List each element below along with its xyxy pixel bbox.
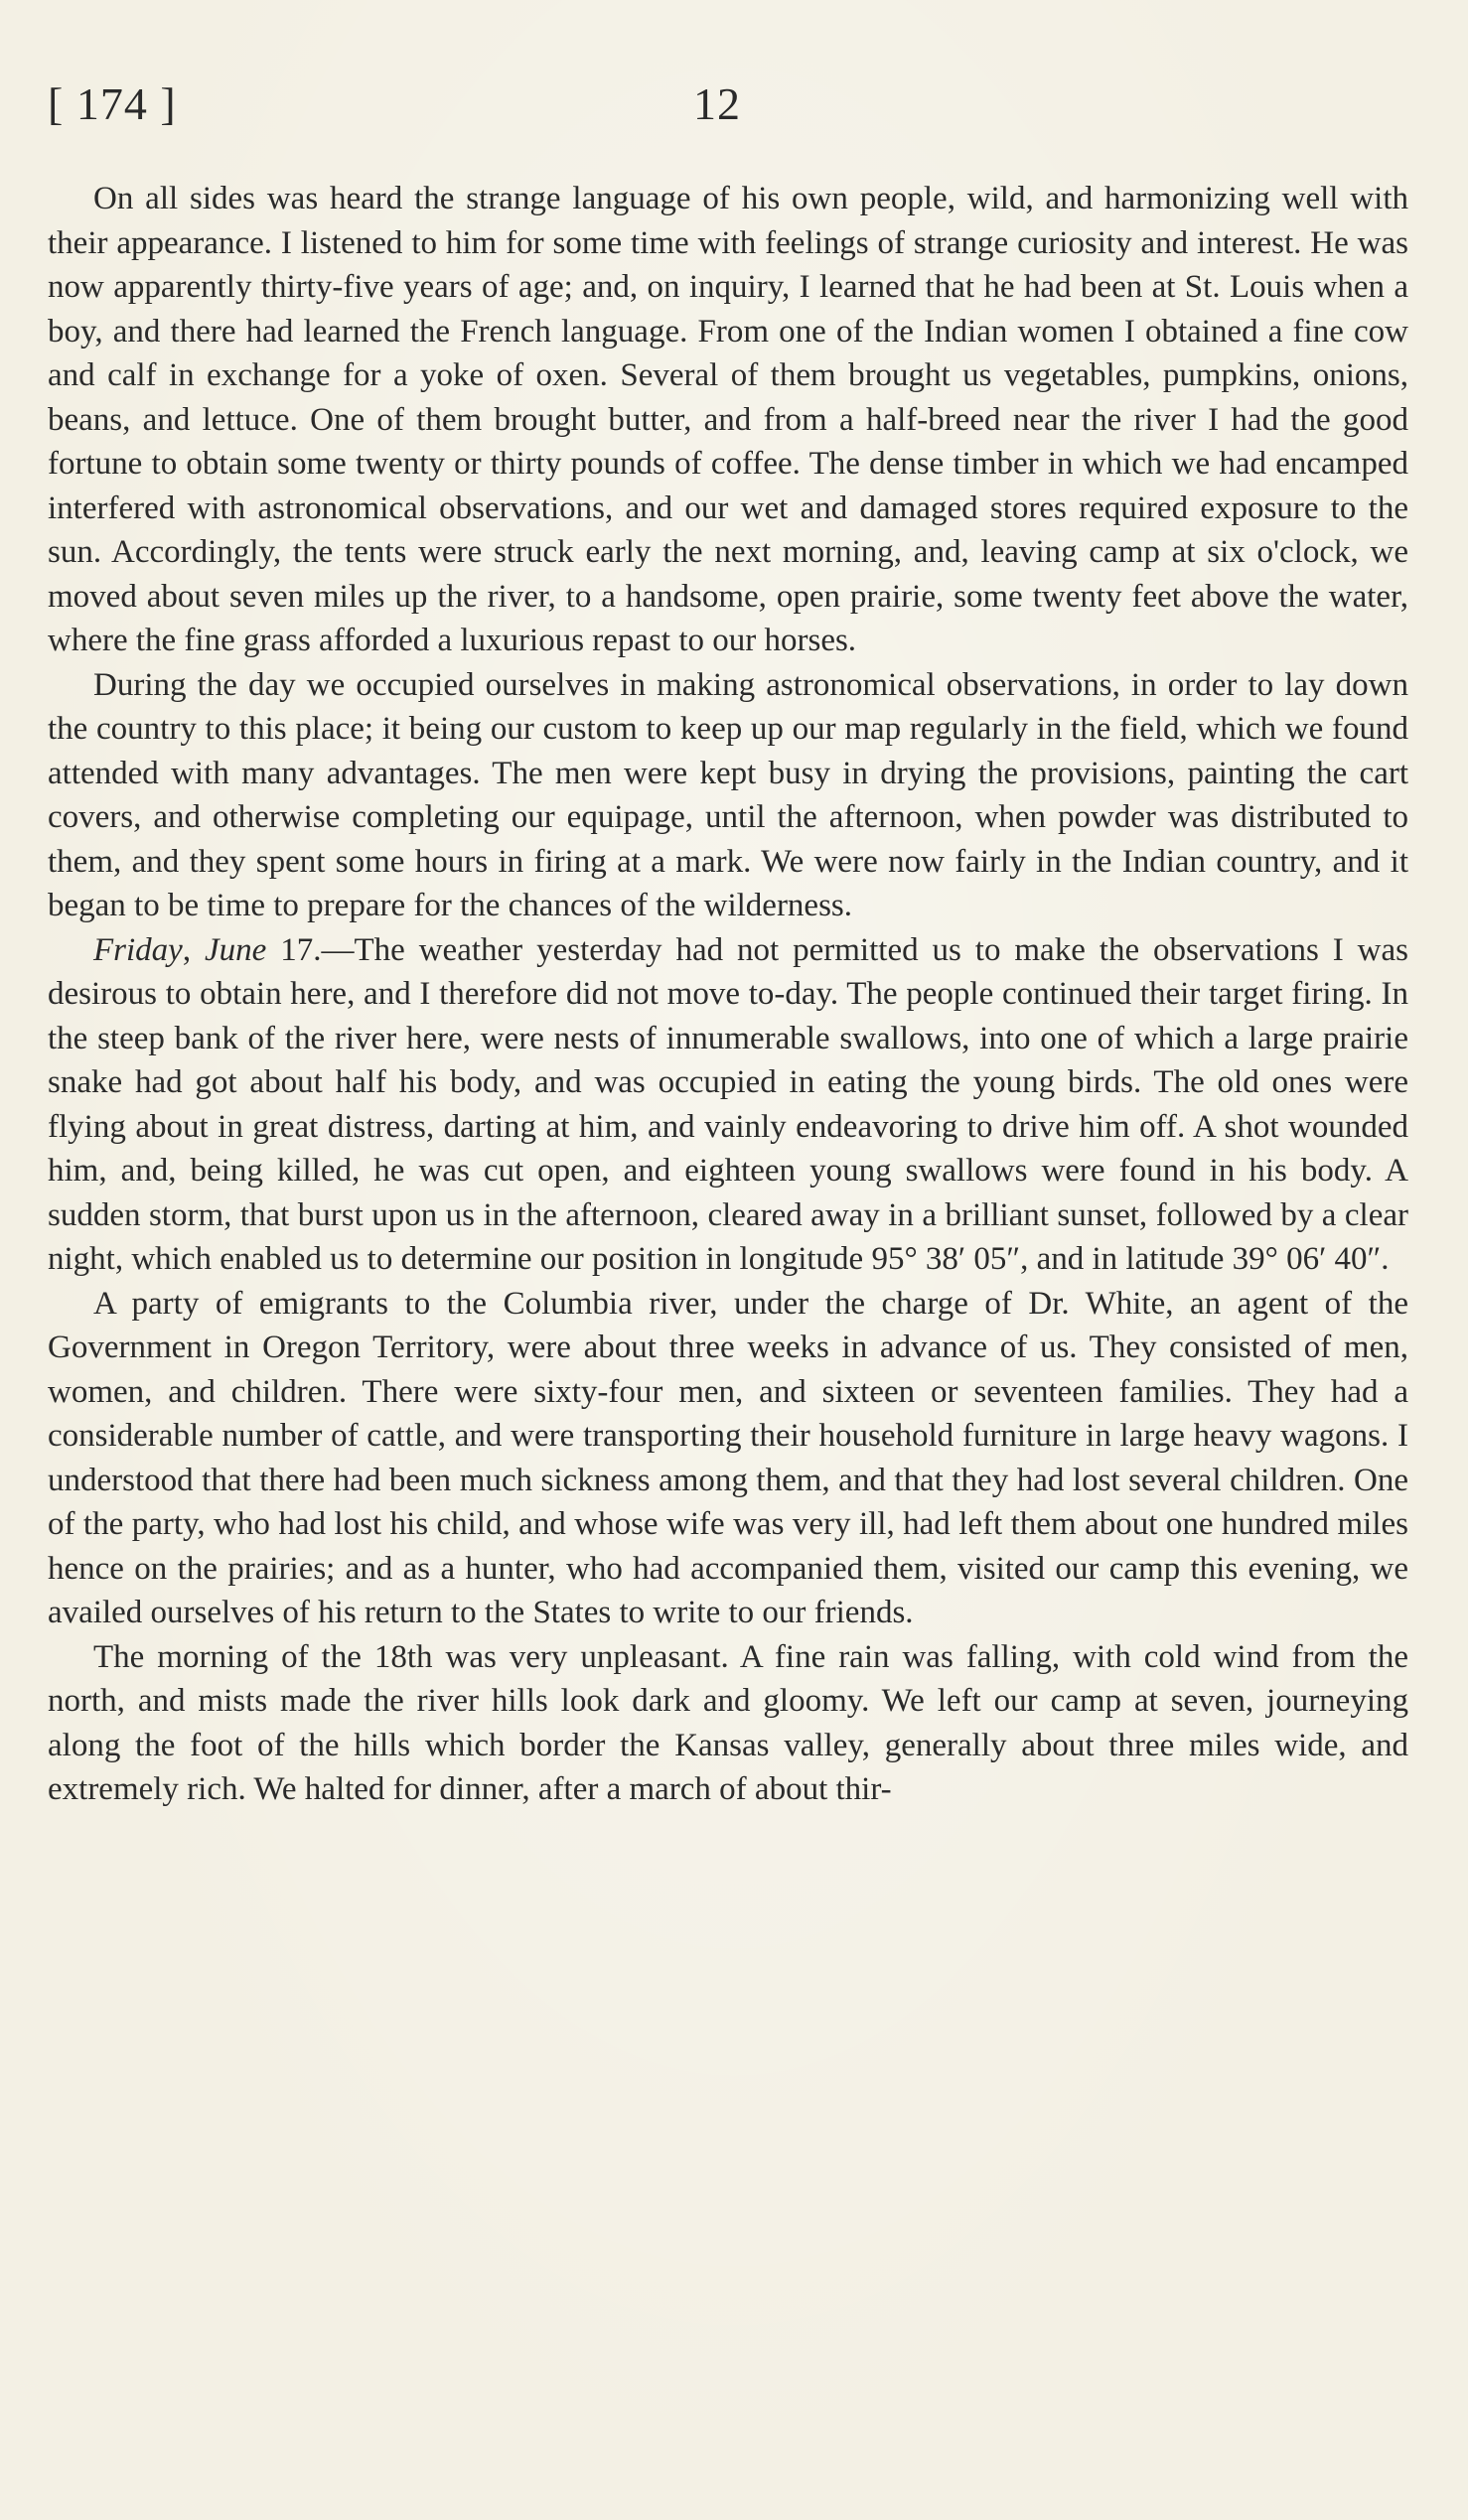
paragraph-1	[48, 177, 1408, 663]
date-separator: ,	[182, 931, 206, 968]
paragraph-5-text: The morning of the 18th was very unpleasant. A fine rain was falling, with cold wind from the north, and mists made the river hills look dark and gloomy. We left our camp at seven, journeying along the foot of the hills which border the Kansas valley, generally about three miles wide, and extremely rich. We halted for dinner, after a march of about thir-	[48, 1638, 1408, 1807]
paragraph-5	[48, 1635, 1408, 1812]
body-text	[48, 177, 1408, 1812]
paragraph-2	[48, 663, 1408, 928]
date-month: June	[205, 931, 267, 968]
date-day: Friday	[93, 931, 183, 968]
folio-number: [ 174 ]	[48, 78, 177, 129]
page-number: 12	[693, 78, 741, 129]
paragraph-4-text: A party of emigrants to the Columbia river, under the charge of Dr. White, an agent of the Government in Oregon Territory, were about three weeks in advance of us. They consisted of men, women, and children. There were sixty-four men, and sixteen or seventeen families. They had a considerable number of cattle, and were transporting their household furniture in large heavy wagons. I understood that there had been much sickness among them, and that they had lost several children. One of the party, who had lost his child, and whose wife was very ill, had left them about one hundred miles hence on the prairies; and as a hunter, who had accompanied them, visited our camp this evening, we availed ourselves of his return to the States to write to our friends.	[48, 1285, 1408, 1630]
paragraph-2-text: During the day we occupied ourselves in making astronomical observations, in order to lay down the country to this place; it being our custom to keep up our map regularly in the field, which we found attended with many advantages. The men were kept busy in drying the provisions, painting the cart covers, and otherwise completing our equipage, until the afternoon, when powder was distributed to them, and they spent some hours in firing at a mark. We were now fairly in the Indian country, and it began to be time to prepare for the chances of the wilderness.	[48, 666, 1408, 923]
paragraph-3	[48, 928, 1408, 1282]
paragraph-3-text: 17.—The weather yesterday had not permitted us to make the observations I was desirous to obtain here, and I therefore did not move to-day. The people continued their target firing. In the steep bank of the river here, were nests of innumerable swallows, into one of which a large prairie snake had got about half his body, and was occupied in eating the young birds. The old ones were flying about in great distress, darting at him, and vainly endeavoring to drive him off. A shot wounded him, and, being killed, he was cut open, and eighteen young swallows were found in his body. A sudden storm, that burst upon us in the afternoon, cleared away in a brilliant sunset, followed by a clear night, which enabled us to determine our position in longitude 95° 38′ 05″, and in latitude 39° 06′ 40″.	[48, 931, 1408, 1277]
paragraph-4	[48, 1282, 1408, 1635]
paragraph-1-text: On all sides was heard the strange language of his own people, wild, and harmonizing well with their appearance. I listened to him for some time with feelings of strange curiosity and interest. He was now apparently thirty-five years of age; and, on inquiry, I learned that he had been at St. Louis when a boy, and there had learned the French language. From one of the Indian women I obtained a fine cow and calf in exchange for a yoke of oxen. Several of them brought us vegetables, pumpkins, onions, beans, and lettuce. One of them brought butter, and from a half-breed near the river I had the good fortune to obtain some twenty or thirty pounds of coffee. The dense timber in which we had encamped interfered with astronomical observations, and our wet and damaged stores required exposure to the sun. Accordingly, the tents were struck early the next morning, and, leaving camp at six o'clock, we moved about seven miles up the river, to a handsome, open prairie, some twenty feet above the water, where the fine grass afforded a luxurious repast to our horses.	[48, 181, 1408, 658]
page-header	[48, 77, 1418, 147]
